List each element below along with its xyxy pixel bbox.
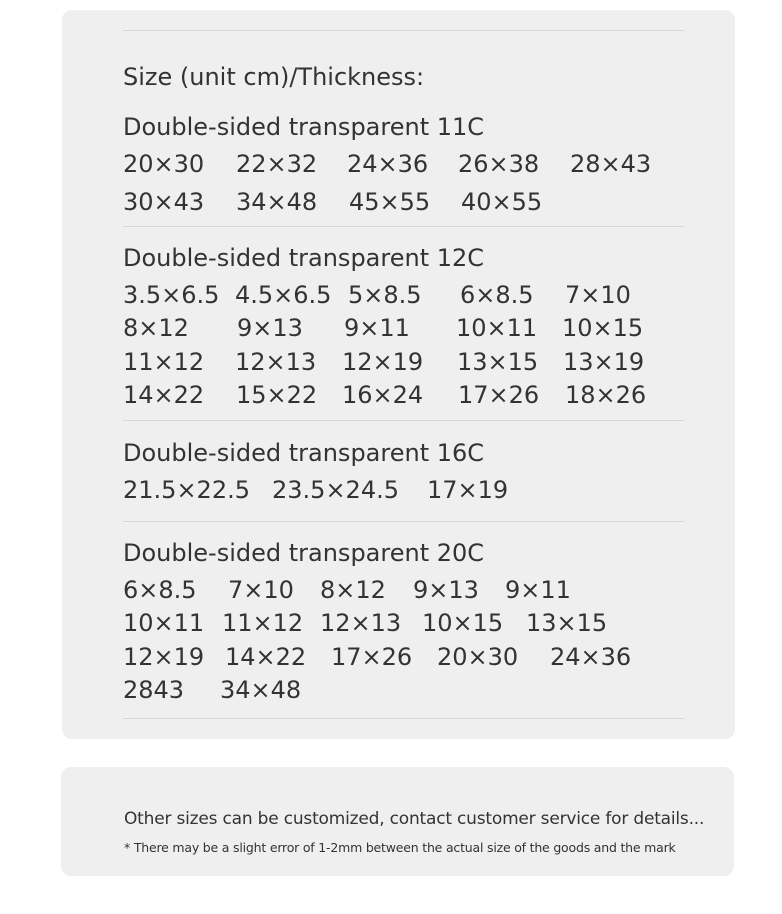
size-item: 10×15 (562, 314, 644, 342)
size-item: 3.5×6.5 (123, 281, 220, 309)
divider (123, 226, 684, 227)
size-item: 34×48 (236, 188, 318, 216)
size-item: 2843 (123, 676, 185, 704)
size-item: 17×26 (331, 643, 413, 671)
size-item: 9×13 (237, 314, 303, 342)
size-item: 7×10 (565, 281, 631, 309)
group-title-11c: Double-sided transparent 11C (123, 113, 485, 141)
size-item: 12×19 (342, 348, 424, 376)
size-item: 34×48 (220, 676, 302, 704)
group-title-16c: Double-sided transparent 16C (123, 439, 485, 467)
size-item: 12×13 (235, 348, 317, 376)
size-item: 10×11 (123, 609, 205, 637)
size-item: 14×22 (123, 381, 205, 409)
size-item: 9×11 (344, 314, 410, 342)
size-item: 30×43 (123, 188, 205, 216)
size-item: 20×30 (123, 150, 205, 178)
size-item: 13×19 (563, 348, 645, 376)
size-item: 17×19 (427, 476, 509, 504)
size-item: 7×10 (228, 576, 294, 604)
size-item: 9×11 (505, 576, 571, 604)
size-item: 12×19 (123, 643, 205, 671)
page-title: Size (unit cm)/Thickness: (123, 63, 425, 91)
size-item: 24×36 (550, 643, 632, 671)
size-item: 24×36 (347, 150, 429, 178)
size-item: 20×30 (437, 643, 519, 671)
size-item: 12×13 (320, 609, 402, 637)
customization-note-card (61, 767, 734, 876)
size-item: 9×13 (413, 576, 479, 604)
divider (123, 718, 684, 719)
size-item: 28×43 (570, 150, 652, 178)
size-item: 45×55 (349, 188, 431, 216)
size-item: 11×12 (123, 348, 205, 376)
size-item: 6×8.5 (460, 281, 534, 309)
size-item: 18×26 (565, 381, 647, 409)
divider (123, 420, 684, 421)
size-card (62, 10, 735, 739)
size-item: 13×15 (457, 348, 539, 376)
group-title-12c: Double-sided transparent 12C (123, 244, 485, 272)
divider (123, 521, 684, 522)
size-item: 8×12 (123, 314, 189, 342)
size-item: 22×32 (236, 150, 318, 178)
size-item: 8×12 (320, 576, 386, 604)
size-item: 23.5×24.5 (272, 476, 399, 504)
size-item: 21.5×22.5 (123, 476, 250, 504)
size-item: 10×11 (456, 314, 538, 342)
size-item: 4.5×6.5 (235, 281, 332, 309)
size-item: 16×24 (342, 381, 424, 409)
size-item: 13×15 (526, 609, 608, 637)
size-item: 15×22 (236, 381, 318, 409)
size-item: 14×22 (225, 643, 307, 671)
divider (123, 30, 684, 31)
size-item: 6×8.5 (123, 576, 197, 604)
size-error-disclaimer: * There may be a slight error of 1-2mm between the actual size of the goods and the mark (124, 840, 676, 855)
group-title-20c: Double-sided transparent 20C (123, 539, 485, 567)
size-item: 26×38 (458, 150, 540, 178)
size-item: 5×8.5 (348, 281, 422, 309)
size-item: 40×55 (461, 188, 543, 216)
size-item: 10×15 (422, 609, 504, 637)
size-item: 11×12 (222, 609, 304, 637)
size-item: 17×26 (458, 381, 540, 409)
customization-note: Other sizes can be customized, contact customer service for details... (124, 809, 705, 829)
